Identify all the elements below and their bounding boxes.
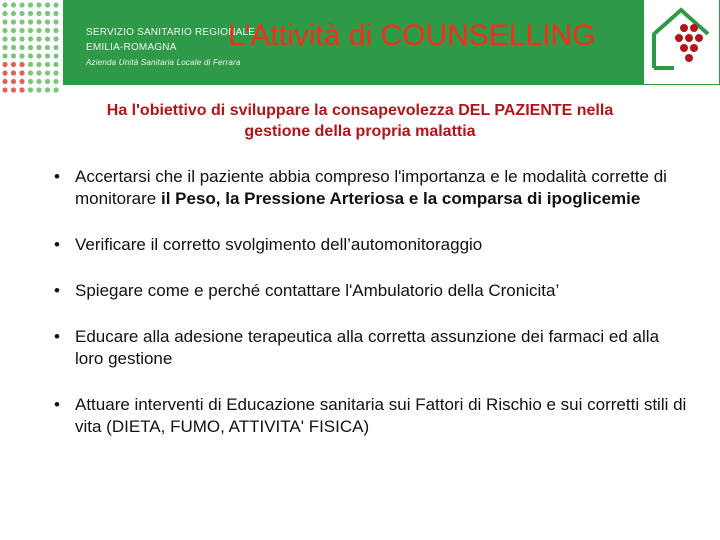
bullet-text: Accertarsi che il paziente abbia compreso l'importanza e le modalità corrette di monitorare xyxy=(75,167,667,208)
bullet-item xyxy=(52,280,692,302)
ausl-logo xyxy=(644,0,719,84)
bullet-item xyxy=(52,166,692,210)
bullet-text: Spiegare come e perché contattare l'Ambulatorio della Cronicita’ xyxy=(75,281,560,300)
dot-pattern-decoration xyxy=(0,0,62,96)
bullet-text: Educare alla adesione terapeutica alla corretta assunzione dei farmaci ed alla loro gestione xyxy=(75,327,660,368)
slide-subtitle xyxy=(0,100,720,142)
bullet-item xyxy=(52,326,692,370)
header-banner xyxy=(63,0,720,85)
org-name-line3: Azienda Unità Sanitaria Locale di Ferrara xyxy=(86,58,241,67)
bullet-glyph: • xyxy=(54,167,60,186)
house-logo-icon xyxy=(644,0,719,84)
bullet-glyph: • xyxy=(54,327,60,346)
bullet-item xyxy=(52,234,692,256)
bullet-glyph: • xyxy=(54,395,60,414)
bullet-list xyxy=(52,166,692,462)
bullet-glyph: • xyxy=(54,281,60,300)
subtitle-line1: Ha l'obiettivo di sviluppare la consapevolezza DEL PAZIENTE nella xyxy=(106,102,614,119)
bullet-text-bold: il Peso, la Pressione Arteriosa e la comparsa di ipoglicemie xyxy=(160,189,641,208)
bullet-glyph: • xyxy=(54,235,60,254)
org-name-line1: SERVIZIO SANITARIO REGIONALE xyxy=(86,27,256,38)
bullet-item xyxy=(52,394,692,438)
org-name-line2: EMILIA-ROMAGNA xyxy=(86,42,177,53)
subtitle-line2: gestione della propria malattia xyxy=(244,123,476,140)
bullet-text: Attuare interventi di Educazione sanitaria sui Fattori di Rischio e sui corretti stili di vita (DIETA, FUMO, ATTIVITA' FISICA) xyxy=(75,395,687,436)
bullet-text: Verificare il corretto svolgimento dell’automonitoraggio xyxy=(75,235,483,254)
slide-title: L'Attività di COUNSELLING xyxy=(228,19,596,52)
